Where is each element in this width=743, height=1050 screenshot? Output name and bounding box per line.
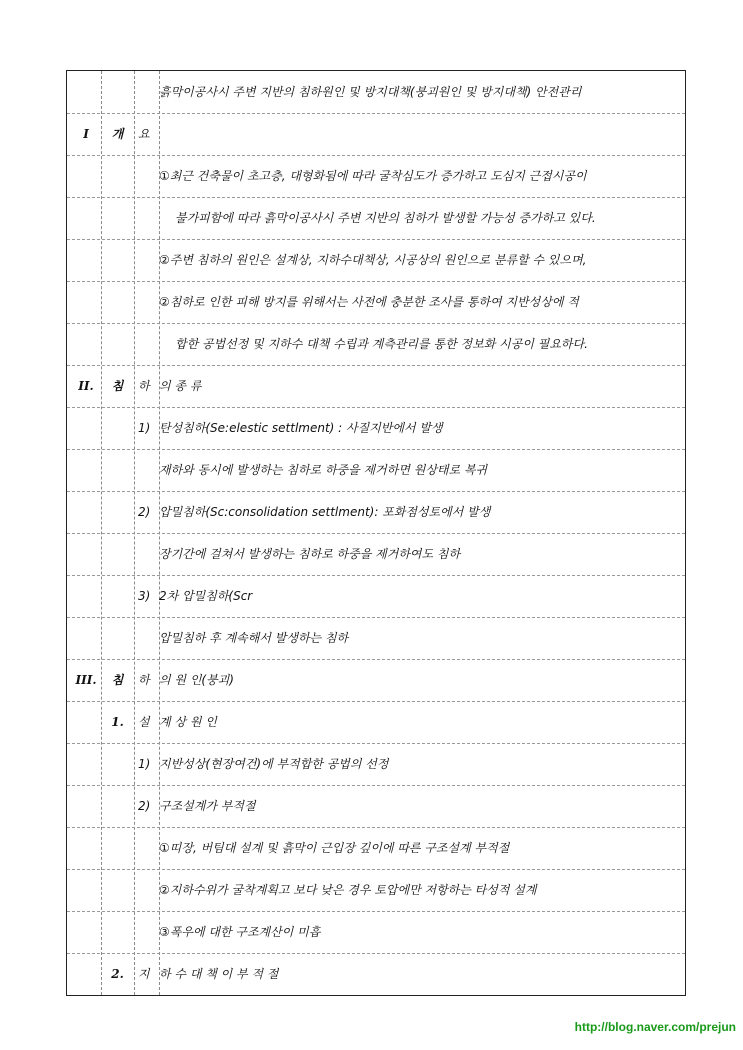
body-text: 탄성침하(Se:elestic settlment) : 사질지반에서 발생	[159, 421, 443, 435]
body-text: 압밀침하 후 계속해서 발생하는 침하	[159, 631, 349, 645]
subsection-number: 1.	[111, 715, 124, 729]
section-heading: 침	[111, 379, 124, 393]
body-text: 구조설계가 부적절	[159, 799, 256, 813]
subsection-heading: 지	[138, 967, 150, 981]
document-sheet	[66, 70, 686, 996]
table-row	[67, 155, 685, 198]
table-row	[67, 701, 685, 744]
section-number: I	[83, 127, 89, 141]
table-row	[67, 617, 685, 660]
table-row	[67, 659, 685, 702]
body-text: 2차 압밀침하(Scr	[159, 589, 253, 603]
table-row	[67, 239, 685, 282]
table-row	[67, 827, 685, 870]
body-text: 장기간에 걸쳐서 발생하는 침하로 하중을 제거하여도 침하	[159, 547, 461, 561]
section-heading: 하	[138, 379, 150, 393]
body-text: 지반성상(현장여건)에 부적합한 공법의 선정	[159, 757, 389, 771]
table-row	[67, 71, 685, 114]
section-heading: 침	[111, 673, 124, 687]
document-title: 흙막이공사시 주변 지반의 침하원인 및 방지대책(붕괴원인 및 방지대책) 안전관리	[159, 85, 582, 99]
section-heading: 의 원 인(붕괴)	[159, 673, 234, 687]
table-row	[67, 953, 685, 995]
table-row	[67, 743, 685, 786]
table-row	[67, 533, 685, 576]
section-heading: 개	[111, 127, 124, 141]
table-row	[67, 911, 685, 954]
section-heading: 요	[138, 127, 150, 141]
table-row	[67, 281, 685, 324]
body-text: ②침하로 인한 피해 방지를 위해서는 사전에 충분한 조사를 통하여 지반성상에 적	[159, 295, 579, 309]
item-number: 1)	[138, 757, 151, 771]
body-text: 재하와 동시에 발생하는 침하로 하중을 제거하면 원상태로 복귀	[159, 463, 488, 477]
table-row	[67, 449, 685, 492]
item-number: 3)	[138, 589, 151, 603]
table-row	[67, 785, 685, 828]
table-row	[67, 575, 685, 618]
section-number: II.	[78, 379, 94, 393]
table-row	[67, 407, 685, 450]
body-text: ①최근 건축물이 초고층, 대형화됨에 따라 굴착심도가 증가하고 도심지 근접시공이	[159, 169, 587, 183]
source-url-text: http://blog.naver.com/prejun	[574, 1020, 736, 1034]
body-text: ②주변 침하의 원인은 설계상, 지하수대책상, 시공상의 원인으로 분류할 수 있으며,	[159, 253, 587, 267]
subsection-heading: 계 상 원 인	[159, 715, 217, 729]
body-text: 합한 공법선정 및 지하수 대책 수립과 계측관리를 통한 정보화 시공이 필요하다.	[175, 337, 588, 351]
section-number: III.	[75, 673, 97, 687]
table-row	[67, 323, 685, 366]
item-number: 2)	[138, 799, 151, 813]
body-text: ③폭우에 대한 구조계산이 미흡	[159, 925, 321, 939]
source-url	[520, 1020, 736, 1034]
subsection-heading: 하 수 대 책 이 부 적 절	[159, 967, 279, 981]
table-row	[67, 491, 685, 534]
body-text: ②지하수위가 굴착계획고 보다 낮은 경우 토압에만 저항하는 타성적 설계	[159, 883, 537, 897]
table-row	[67, 113, 685, 156]
table-row	[67, 365, 685, 408]
table-row	[67, 869, 685, 912]
body-text: 불가피함에 따라 흙막이공사시 주변 지반의 침하가 발생할 가능성 증가하고 있다.	[175, 211, 596, 225]
section-heading: 하	[138, 673, 150, 687]
subsection-heading: 설	[138, 715, 150, 729]
body-text: ①띠장, 버팀대 설계 및 흙막이 근입장 깊이에 따른 구조설계 부적절	[159, 841, 510, 855]
subsection-number: 2.	[111, 967, 124, 981]
item-number: 2)	[138, 505, 151, 519]
section-heading: 의 종 류	[159, 379, 202, 393]
body-text: 압밀침하(Sc:consolidation settlment): 포화점성토에서 발생	[159, 505, 491, 519]
table-row	[67, 197, 685, 240]
item-number: 1)	[138, 421, 151, 435]
